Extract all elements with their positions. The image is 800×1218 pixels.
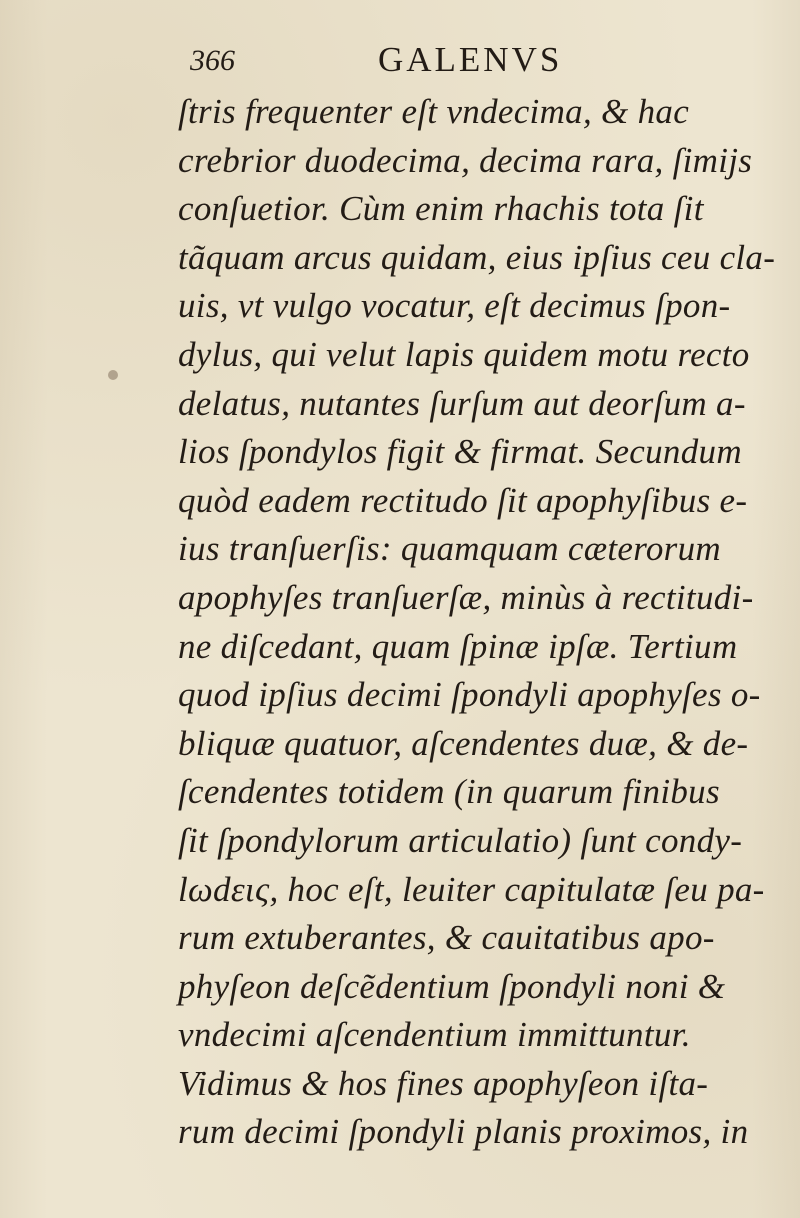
text-line: crebrior duodecima, decima rara, ſimijs (178, 140, 753, 180)
body-text (178, 88, 776, 1157)
text-line: rum extuberantes, & cauitatibus apo- (178, 918, 715, 958)
text-line: quod ipſius decimi ſpondyli apophyſes o- (178, 675, 761, 715)
page-header (190, 40, 750, 90)
text-line: tãquam arcus quidam, eius ipſius ceu cla- (178, 237, 776, 277)
text-line: ne diſcedant, quam ſpinæ ipſæ. Tertium (178, 626, 738, 666)
running-head: GALENVS (378, 40, 563, 79)
text-line: ius tranſuerſis: quamquam cæterorum (178, 529, 721, 569)
text-line: phyſeon deſcẽdentium ſpondyli noni & (178, 966, 726, 1006)
text-line: quòd eadem rectitudo ſit apophyſibus e- (178, 480, 748, 520)
text-line: apophyſes tranſuerſæ, minùs à rectitudi- (178, 577, 754, 617)
text-line: Vidimus & hos fines apophyſeon iſta- (178, 1063, 709, 1103)
text-line: conſuetior. Cùm enim rhachis tota ſit (178, 189, 704, 229)
text-line: lωdεις, hoc eſt, leuiter capitulatæ ſeu pa- (178, 869, 765, 909)
page-number: 366 (190, 44, 235, 77)
text-line: dylus, qui velut lapis quidem motu recto (178, 334, 750, 374)
text-line: vndecimi aſcendentium immittuntur. (178, 1015, 691, 1055)
text-line: rum decimi ſpondyli planis proximos, in (178, 1112, 749, 1152)
ink-stain (108, 370, 118, 380)
text-line: bliquæ quatuor, aſcendentes duæ, & de- (178, 723, 749, 763)
text-line: uis, vt vulgo vocatur, eſt decimus ſpon- (178, 286, 731, 326)
text-line: lios ſpondylos figit & firmat. Secundum (178, 432, 742, 472)
text-line: delatus, nutantes ſurſum aut deorſum a- (178, 383, 746, 423)
text-line: ſcendentes totidem (in quarum finibus (178, 772, 720, 812)
text-line: ſtris frequenter eſt vndecima, & hac (178, 92, 690, 131)
text-line: ſit ſpondylorum articulatio) ſunt condy- (178, 820, 743, 860)
